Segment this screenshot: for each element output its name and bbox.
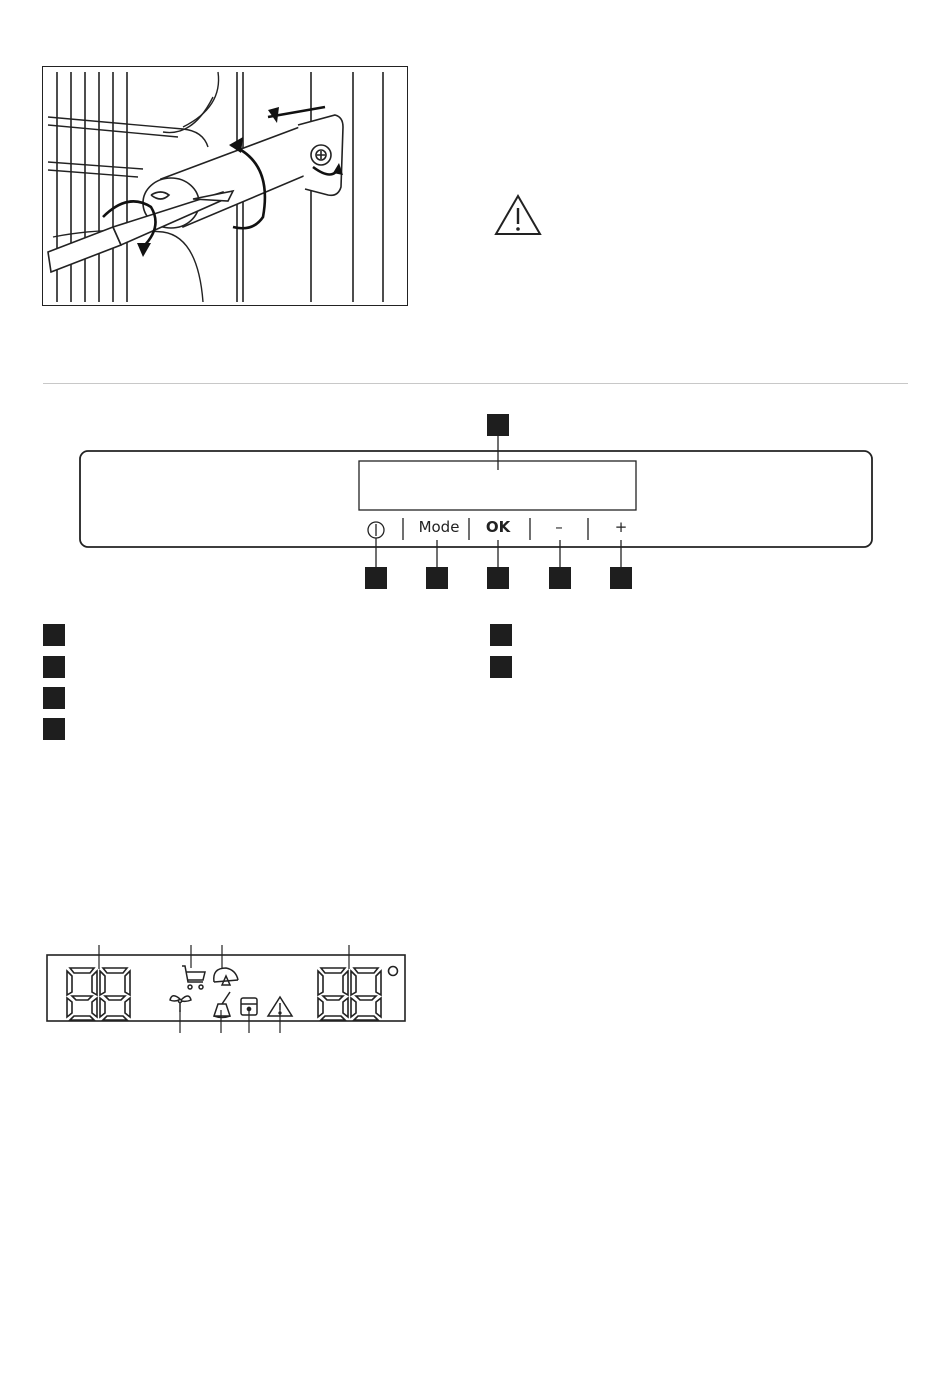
legend-marker-3 [43,687,65,709]
left-digits [67,968,130,1020]
alarm-triangle-icon [268,997,292,1016]
panel-outline [80,451,872,547]
legend-marker-4 [43,718,65,740]
legend-marker-5 [490,624,512,646]
callout-display [487,414,509,436]
fan-icon [170,996,191,1012]
shopping-cart-icon [182,966,205,989]
legend-marker-1 [43,624,65,646]
degree-symbol [389,967,398,976]
legend-marker-2 [43,656,65,678]
power-icon [368,522,384,538]
callout-plus [610,567,632,589]
callout-power [365,567,387,589]
legend-marker-6 [490,656,512,678]
callout-ok [487,567,509,589]
minus-button-label: – [555,518,563,536]
ok-button-label: OK [485,518,511,536]
callout-minus [549,567,571,589]
callout-mode [426,567,448,589]
display-diagram [0,930,950,1040]
right-digits [318,968,381,1020]
plus-button-label: + [614,518,628,536]
mode-button-label: Mode [418,518,460,536]
minute-minder-icon [214,968,238,985]
drink-chill-icon [214,992,230,1018]
